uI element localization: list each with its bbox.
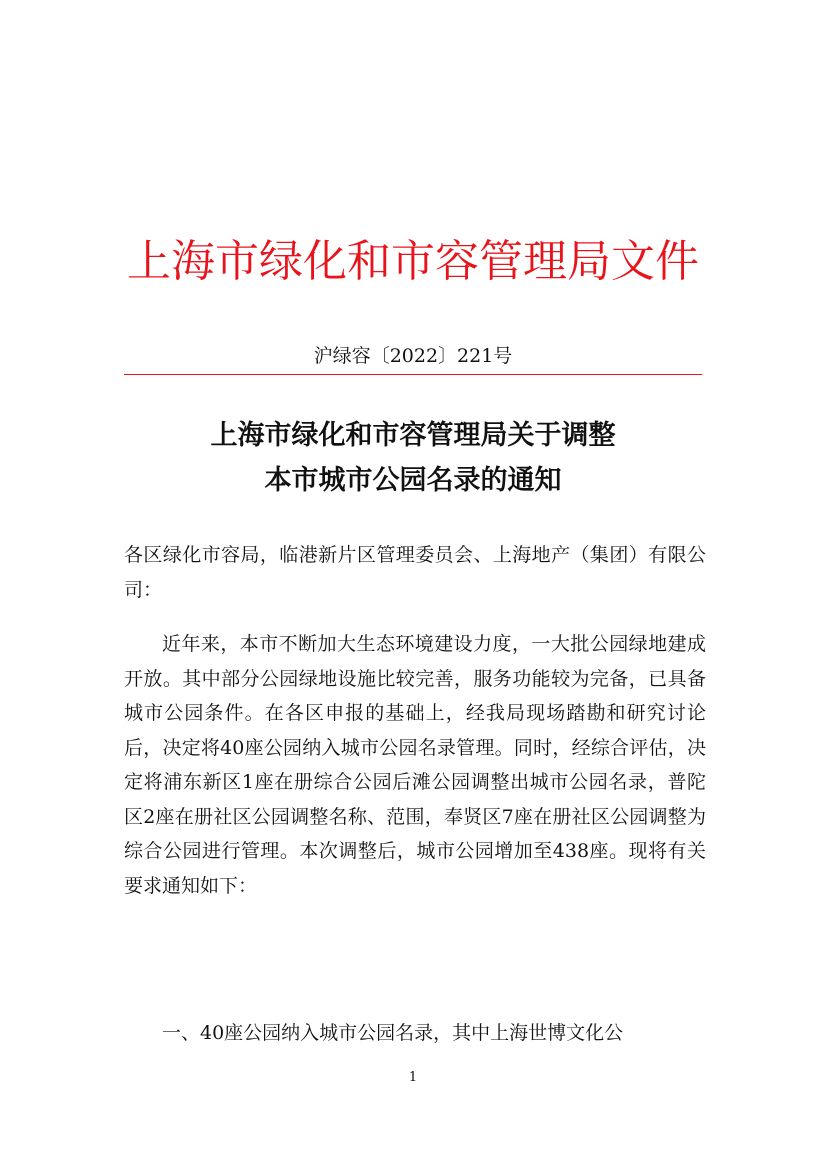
notice-title-line-1: 上海市绿化和市容管理局关于调整 — [210, 420, 616, 451]
page-number: 1 — [408, 1070, 418, 1085]
body-paragraph-2: 一、40座公园纳入城市公园名录，其中上海世博文化公 — [162, 1022, 624, 1044]
header-divider — [124, 374, 702, 375]
document-header-title: 上海市绿化和市容管理局文件 — [127, 236, 699, 287]
body-paragraph-1: 近年来，本市不断加大生态环境建设力度，一大批公园绿地建成开放。其中部分公园绿地设施比较完善，服务功能较为完备，已具备城市公园条件。在各区申报的基础上，经我局现场踏勘和研究讨论后，决定将40座公园纳入城市公园名录管理。同时，经综合评估，决定将浦东新区1座在册综合公园后滩公园调整出城市公园名录，普陀区2座在册社区公园调整名称、范围，奉贤区7座在册社区公园调整为综合公园进行管理。本次调整后，城市公园增加至438座。现将有关要求通知如下： — [124, 633, 706, 897]
document-number: 沪绿容〔2022〕221号 — [313, 345, 513, 367]
notice-title-line-2: 本市城市公园名录的通知 — [264, 465, 562, 496]
salutation: 各区绿化市容局，临港新片区管理委员会、上海地产（集团）有限公司： — [124, 544, 706, 601]
notice-title — [0, 413, 826, 503]
